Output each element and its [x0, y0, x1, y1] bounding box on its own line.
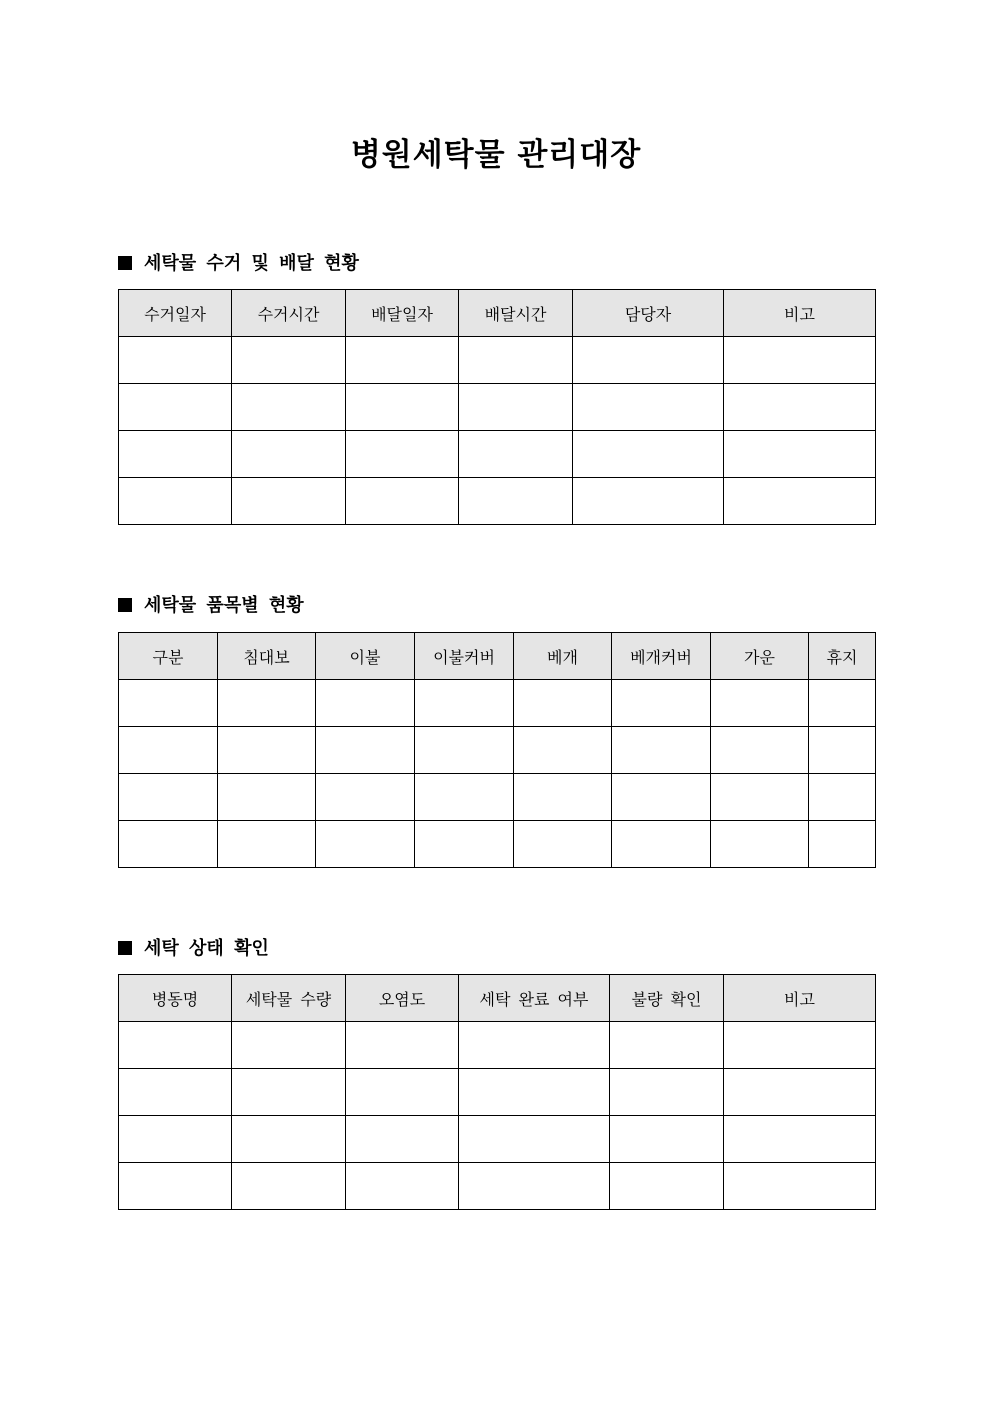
table-cell[interactable]	[610, 1116, 724, 1163]
table-cell[interactable]	[316, 774, 415, 821]
table-row	[119, 384, 876, 431]
table-cell[interactable]	[232, 384, 346, 431]
table-cell[interactable]	[232, 1069, 346, 1116]
wash-status-table	[118, 974, 876, 1210]
table-cell[interactable]	[218, 821, 316, 868]
table-cell[interactable]	[724, 1022, 876, 1069]
table-cell[interactable]	[809, 727, 876, 774]
table-row	[119, 478, 876, 525]
item-status-table	[118, 632, 876, 868]
column-header: 배달일자	[346, 290, 459, 337]
table-cell[interactable]	[459, 384, 573, 431]
table-row	[119, 1069, 876, 1116]
table-cell[interactable]	[119, 821, 218, 868]
table-cell[interactable]	[346, 1022, 459, 1069]
table-cell[interactable]	[459, 1163, 610, 1210]
table-cell[interactable]	[573, 431, 724, 478]
column-header: 휴지	[809, 633, 876, 680]
table-cell[interactable]	[610, 1069, 724, 1116]
square-bullet-icon	[118, 256, 132, 270]
table-cell[interactable]	[514, 727, 612, 774]
section-heading-label: 세탁물 품목별 현황	[144, 595, 304, 616]
column-header: 오염도	[346, 975, 459, 1022]
table-cell[interactable]	[610, 1163, 724, 1210]
column-header: 침대보	[218, 633, 316, 680]
column-header: 배달시간	[459, 290, 573, 337]
table-cell[interactable]	[346, 478, 459, 525]
table-cell[interactable]	[232, 337, 346, 384]
table-cell[interactable]	[724, 1163, 876, 1210]
table-header-row	[119, 290, 876, 337]
section-heading-label: 세탁물 수거 및 배달 현황	[144, 253, 359, 274]
table-cell[interactable]	[415, 821, 514, 868]
table-cell[interactable]	[218, 727, 316, 774]
table-cell[interactable]	[316, 680, 415, 727]
section-heading-items	[118, 594, 304, 618]
section-heading-label: 세탁 상태 확인	[144, 938, 269, 959]
table-cell[interactable]	[809, 774, 876, 821]
table-cell[interactable]	[711, 774, 809, 821]
column-header: 가운	[711, 633, 809, 680]
table-cell[interactable]	[119, 431, 232, 478]
table-cell[interactable]	[612, 727, 711, 774]
column-header: 베개	[514, 633, 612, 680]
table-cell[interactable]	[809, 680, 876, 727]
table-cell[interactable]	[415, 727, 514, 774]
table-cell[interactable]	[724, 1116, 876, 1163]
table-cell[interactable]	[218, 774, 316, 821]
table-cell[interactable]	[346, 337, 459, 384]
table-cell[interactable]	[232, 1022, 346, 1069]
column-header: 세탁물 수량	[232, 975, 346, 1022]
table-cell[interactable]	[346, 384, 459, 431]
column-header: 담당자	[573, 290, 724, 337]
column-header: 이불커버	[415, 633, 514, 680]
table-cell[interactable]	[119, 1116, 232, 1163]
table-cell[interactable]	[459, 431, 573, 478]
table-row	[119, 431, 876, 478]
section-heading-wash-status	[118, 937, 269, 961]
table-cell[interactable]	[119, 1163, 232, 1210]
table-cell[interactable]	[711, 727, 809, 774]
table-header-row	[119, 633, 876, 680]
column-header: 수거시간	[232, 290, 346, 337]
table-cell[interactable]	[610, 1022, 724, 1069]
page-title: 병원세탁물 관리대장	[350, 137, 642, 173]
column-header: 이불	[316, 633, 415, 680]
column-header: 불량 확인	[610, 975, 724, 1022]
table-cell[interactable]	[232, 1116, 346, 1163]
table-cell[interactable]	[514, 680, 612, 727]
table-cell[interactable]	[119, 774, 218, 821]
table-row	[119, 1163, 876, 1210]
column-header: 구분	[119, 633, 218, 680]
table-row	[119, 727, 876, 774]
table-cell[interactable]	[459, 337, 573, 384]
table-cell[interactable]	[612, 821, 711, 868]
square-bullet-icon	[118, 598, 132, 612]
column-header: 베개커버	[612, 633, 711, 680]
table-cell[interactable]	[346, 1116, 459, 1163]
table-cell[interactable]	[724, 337, 876, 384]
table-cell[interactable]	[459, 1069, 610, 1116]
table-cell[interactable]	[573, 384, 724, 431]
table-row	[119, 821, 876, 868]
table-header-row	[119, 975, 876, 1022]
column-header: 수거일자	[119, 290, 232, 337]
table-cell[interactable]	[711, 680, 809, 727]
table-row	[119, 1116, 876, 1163]
table-cell[interactable]	[724, 384, 876, 431]
table-row	[119, 774, 876, 821]
table-cell[interactable]	[119, 337, 232, 384]
table-cell[interactable]	[119, 478, 232, 525]
table-cell[interactable]	[459, 478, 573, 525]
table-row	[119, 337, 876, 384]
table-cell[interactable]	[514, 774, 612, 821]
column-header: 세탁 완료 여부	[459, 975, 610, 1022]
table-cell[interactable]	[809, 821, 876, 868]
table-cell[interactable]	[612, 680, 711, 727]
table-cell[interactable]	[346, 431, 459, 478]
table-cell[interactable]	[514, 821, 612, 868]
table-cell[interactable]	[119, 727, 218, 774]
table-cell[interactable]	[232, 431, 346, 478]
table-cell[interactable]	[232, 478, 346, 525]
table-cell[interactable]	[346, 1069, 459, 1116]
table-cell[interactable]	[724, 478, 876, 525]
table-cell[interactable]	[724, 431, 876, 478]
table-cell[interactable]	[415, 774, 514, 821]
table-cell[interactable]	[119, 680, 218, 727]
table-cell[interactable]	[232, 1163, 346, 1210]
square-bullet-icon	[118, 941, 132, 955]
table-cell[interactable]	[459, 1022, 610, 1069]
column-header: 병동명	[119, 975, 232, 1022]
table-cell[interactable]	[459, 1116, 610, 1163]
column-header: 비고	[724, 290, 876, 337]
table-cell[interactable]	[316, 727, 415, 774]
table-cell[interactable]	[119, 1069, 232, 1116]
table-cell[interactable]	[573, 337, 724, 384]
table-cell[interactable]	[612, 774, 711, 821]
table-row	[119, 1022, 876, 1069]
section-heading-collection-delivery	[118, 252, 359, 276]
table-cell[interactable]	[218, 680, 316, 727]
table-cell[interactable]	[119, 384, 232, 431]
table-cell[interactable]	[316, 821, 415, 868]
table-cell[interactable]	[724, 1069, 876, 1116]
table-cell[interactable]	[415, 680, 514, 727]
collection-delivery-table	[118, 289, 876, 525]
table-cell[interactable]	[711, 821, 809, 868]
table-cell[interactable]	[119, 1022, 232, 1069]
table-cell[interactable]	[346, 1163, 459, 1210]
table-row	[119, 680, 876, 727]
column-header: 비고	[724, 975, 876, 1022]
table-cell[interactable]	[573, 478, 724, 525]
